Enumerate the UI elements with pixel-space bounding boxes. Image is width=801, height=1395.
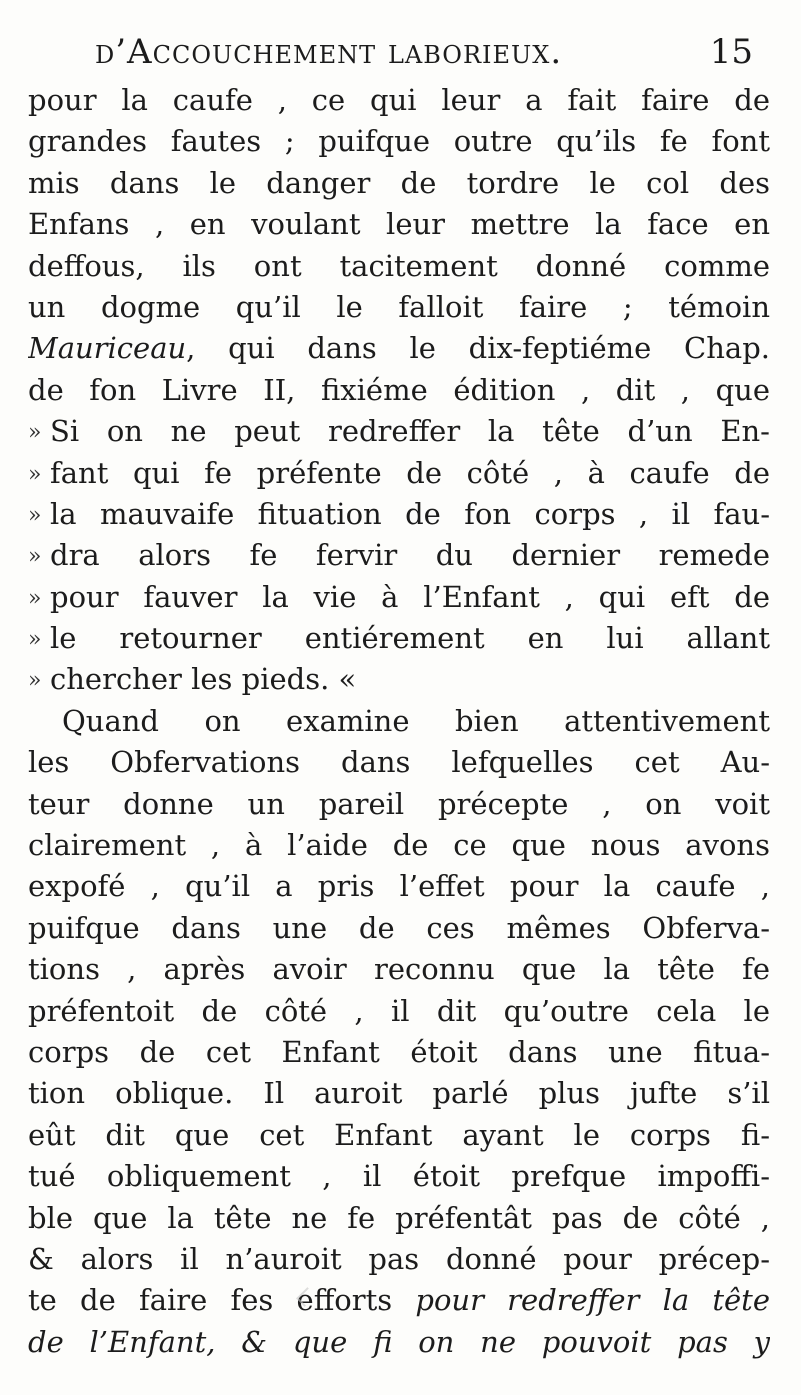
text-line-7 <box>28 328 770 369</box>
text-line-6: un dogme qu’il le falloit faire ; témoin <box>28 289 770 324</box>
quote-mark: » <box>28 585 42 611</box>
quote-line-6-text: le retourner entiérement en lui allant <box>50 621 770 656</box>
running-head <box>0 28 801 76</box>
text-line-19: clairement , à l’aide de ce que nous avons <box>28 828 770 863</box>
text-line-17: les Obfervations dans lefquelles cet Au- <box>28 745 770 780</box>
text-line-30-roman: te de faire fes efforts <box>28 1283 393 1318</box>
quote-mark: » <box>28 544 42 570</box>
text-line-31-rest: , & que fi on ne pouvoit pas y <box>206 1324 770 1359</box>
body-text <box>28 80 770 1363</box>
quote-line-2 <box>28 453 770 494</box>
quote-line-7-text: chercher les pieds. « <box>50 662 357 697</box>
text-line-26: eût dit que cet Enfant ayant le corps fi- <box>28 1117 770 1152</box>
quote-line-7 <box>28 659 770 700</box>
quote-line-5 <box>28 577 770 618</box>
text-line-16: Quand on examine bien attentivement <box>62 703 770 738</box>
quote-line-6 <box>28 618 770 659</box>
quote-line-4 <box>28 535 770 576</box>
quote-line-4-text: dra alors fe fervir du dernier remede <box>50 538 770 573</box>
text-line-5: deffous, ils ont tacitement donné comme <box>28 248 770 283</box>
quote-mark: » <box>28 627 42 653</box>
quote-line-5-text: pour fauver la vie à l’Enfant , qui eft de <box>50 579 770 614</box>
quote-line-1 <box>28 411 770 452</box>
text-line-8: de fon Livre II, fixiéme édition , dit , que <box>28 372 770 407</box>
page-number: 15 <box>709 32 753 72</box>
quote-line-1-text: Si on ne peut redreffer la tête d’un En- <box>50 414 770 449</box>
quote-line-3 <box>28 494 770 535</box>
quote-mark: » <box>28 420 42 446</box>
quote-mark: » <box>28 668 42 694</box>
author-name: Mauriceau <box>28 331 187 366</box>
text-line-30-italic: pour redreffer la tête <box>415 1283 770 1318</box>
text-line-24: corps de cet Enfant étoit dans une fitua- <box>28 1034 770 1069</box>
text-line-29: & alors il n’auroit pas donné pour précep- <box>28 1241 770 1276</box>
text-line-20: expofé , qu’il a pris l’effet pour la caufe , <box>28 869 770 904</box>
text-line-7-rest: , qui dans le dix-feptiéme Chap. <box>186 331 770 366</box>
text-line-28: ble que la tête ne fe préfentât pas de côté , <box>28 1200 770 1235</box>
quote-mark: » <box>28 502 42 528</box>
page-foot <box>0 1275 801 1395</box>
text-line-25: tion oblique. Il auroit parlé plus jufte s’il <box>28 1076 770 1111</box>
quote-line-2-text: fant qui fe préfente de côté , à caufe de <box>50 455 770 490</box>
text-line-1: pour la caufe , ce qui leur a fait faire de <box>28 83 770 117</box>
running-title: d’Accouchement laborieux. <box>95 32 563 72</box>
text-line-21: puifque dans une de ces mêmes Obferva- <box>28 910 770 945</box>
quote-line-3-text: la mauvaife fituation de fon corps , il fau- <box>50 496 770 531</box>
quote-mark: » <box>28 461 42 487</box>
text-line-23: préfentoit de côté , il dit qu’outre cela le <box>28 993 770 1028</box>
text-line-27: tué obliquement , il étoit prefque impoffi- <box>28 1159 770 1194</box>
text-line-22: tions , après avoir reconnu que la tête fe <box>28 952 770 987</box>
text-line-31-italic: de l’Enfant <box>28 1324 207 1359</box>
bleed-through-mark <box>296 1287 316 1307</box>
text-line-4: Enfans , en voulant leur mettre la face en <box>28 207 770 242</box>
text-line-18: teur donne un pareil précepte , on voit <box>28 786 770 821</box>
text-line-2: grandes fautes ; puifque outre qu’ils fe font <box>28 124 770 159</box>
text-line-3: mis dans le danger de tordre le col des <box>28 165 770 200</box>
